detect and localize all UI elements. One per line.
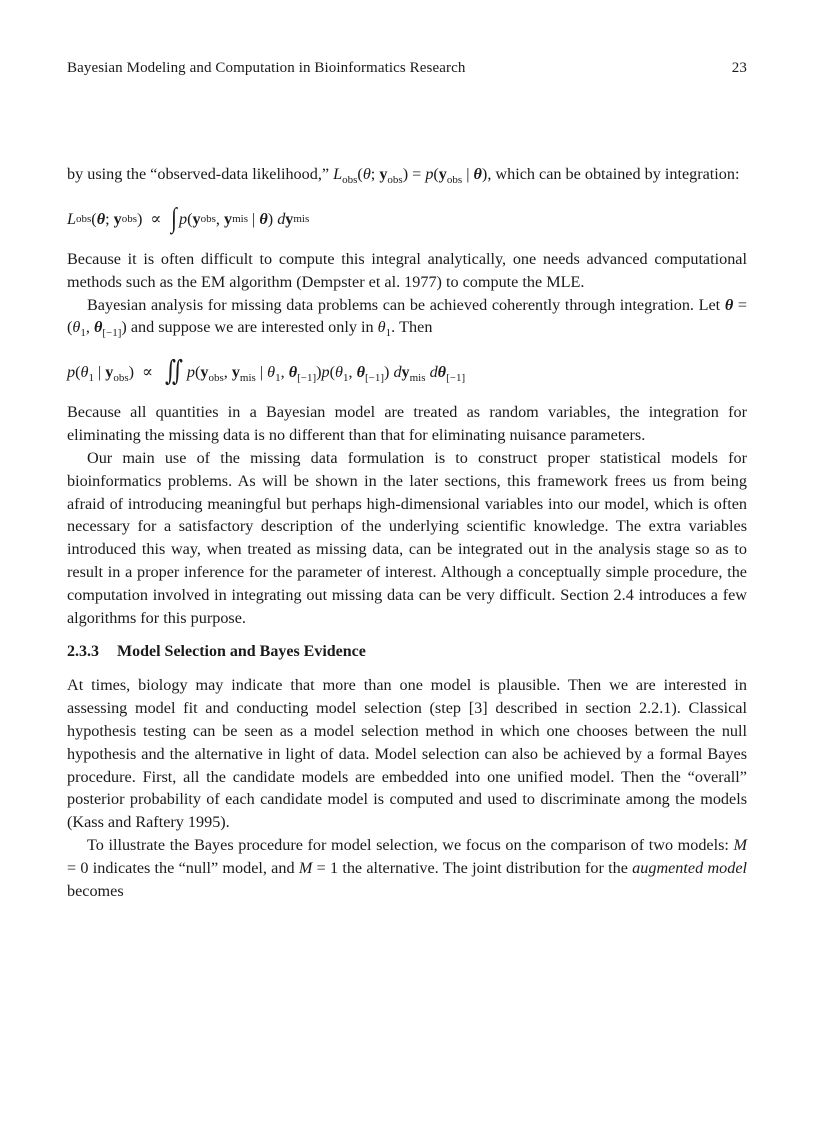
eq2-lhs: $p(\theta_1$ | $y_{obs}$) (67, 363, 135, 385)
paragraph-bayesian-missing-data (67, 294, 747, 346)
paragraph-bayes-procedure (67, 834, 747, 902)
paragraph-observed-likelihood (67, 163, 747, 192)
eq1-lhs-args: (θ; y (91, 209, 122, 228)
para3-text-c: . Then (391, 318, 433, 337)
para1-text-a: by using the “observed-data likelihood,” (67, 165, 330, 183)
proportional-symbol: ∝ (150, 209, 162, 228)
para7-text-b: indicates the “null” model, and (92, 858, 295, 877)
integral-symbol: ∫ (171, 203, 178, 235)
page-number: 23 (731, 60, 747, 76)
running-header (67, 60, 747, 77)
paragraph-random-variables: Because all quantities in a Bayesian model are treated as random variables, the integration for eliminating the missing data is no different than that for eliminating nuisance parameters. (67, 403, 747, 445)
body-text (67, 163, 747, 902)
inline-math-m0: M = 0 (67, 836, 748, 877)
paragraph-em-algorithm: Because it is often difficult to compute this integral analytically, one needs advanced computational methods such as the EM algorithm (Dempster et al. 1977) to compute the MLE. (67, 250, 747, 291)
para3-text-b: and suppose we are interested only in (130, 318, 374, 337)
para7-text-c: the alternative. The joint distribution for the (342, 858, 628, 877)
section-title: Model Selection and Bayes Evidence (117, 643, 366, 661)
augmented-model-emphasis: augmented model (632, 858, 748, 877)
para7-text-d: becomes (67, 881, 124, 900)
inline-math-theta1: $\theta_1$ (377, 318, 392, 340)
eq2-rhs: $p(y_{obs}$, $y_{mis}$ | $\theta_1$, $\theta_{[-1]})p(\theta_1$, $\theta_{[-1]}$) $dy_{mis}$ $d\theta_{[-1]}$ (186, 363, 466, 385)
equation-posterior-theta1 (67, 357, 747, 387)
section-heading (67, 641, 747, 663)
equation-observed-likelihood: L obs (θ; y obs ) ∝ ∫ p(y obs , y mis | θ) dy mis (67, 203, 310, 235)
proportional-symbol-2: ∝ (142, 363, 154, 382)
inline-math-likelihood: $L_{obs}(\theta$; $y_{obs}) = p(y_{obs}$ | θ) (333, 165, 488, 187)
inline-math-theta-partition: $\theta = (\theta_1$, $\theta_{[-1]}$) (67, 295, 747, 340)
eq1-lhs: L (67, 209, 77, 228)
para1-text-b: , which can be obtained by integration: (487, 165, 740, 183)
inline-math-m1: M = 1 (298, 858, 339, 877)
para3-text-a: Bayesian analysis for missing data problems can be achieved coherently through integration. Let (87, 295, 721, 314)
eq1-rhs: p(y (179, 209, 201, 228)
paragraph-main-use: Our main use of the missing data formulation is to construct proper statistical models for bioinformatics problems. As will be shown in the later sections, this framework frees us from being afraid of introducing meaningful but perhaps high-dimensional variables into our model, which is often necessary for a satisfactory description of the underlying scientific knowledge. The extra variables introduced this way, when treated as missing data, can be integrated out in the analysis stage so as to result in a proper inference for the parameter of interest. Although a conceptually simple procedure, the computation involved in integrating out missing data can be very difficult. Section 2.4 introduces a few algorithms for this purpose. (67, 449, 747, 627)
para7-text-a: To illustrate the Bayes procedure for model selection, we focus on the comparison of two models: (87, 836, 729, 854)
paragraph-model-selection: At times, biology may indicate that more than one model is plausible. Then we are interested in assessing model fit and conducting model selection (step [3] described in section 2.2.1). Classical hypothesis testing can be seen as a model selection method in which one chooses between the null hypothesis and the alternative in light of data. Model selection can also be achieved by a formal Bayes procedure. First, all the candidate models are embedded into one unified model. Then the “overall” posterior probability of each candidate model is computed and used to discriminate among the models (Kass and Raftery 1995). (67, 676, 747, 832)
running-title: Bayesian Modeling and Computation in Bioinformatics Research (67, 60, 466, 76)
section-number: 2.3.3 (67, 643, 99, 661)
double-integral-symbol: ∬ (164, 356, 183, 388)
